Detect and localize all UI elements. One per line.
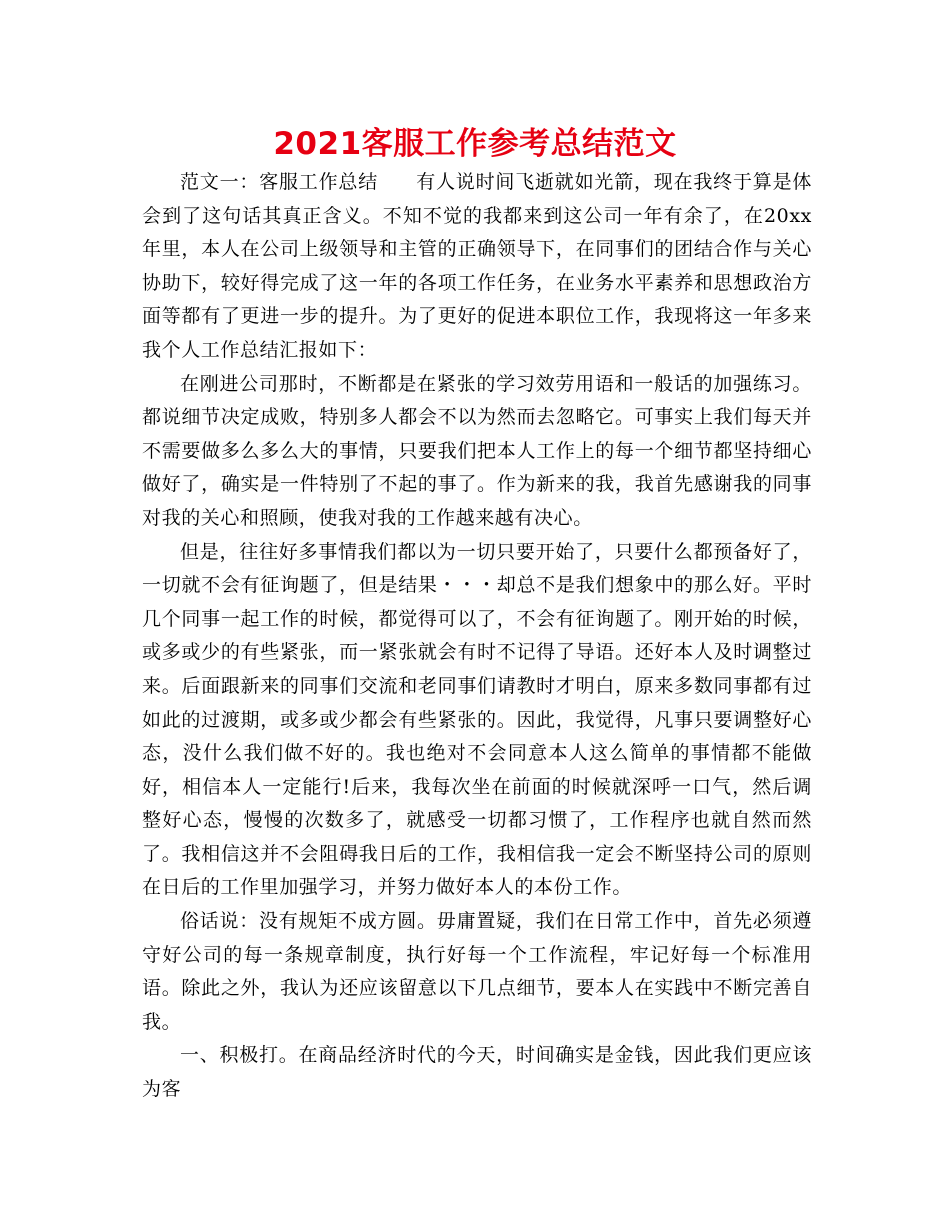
paragraph-1-text: 有人说时间飞逝就如光箭，现在我终于算是体会到了这句话其真正含义。不知不觉的我都来到这公司一年有余了，在20xx年里，本人在公司上级领导和主管的正确领导下，在同事们的团结合作与关心协助下，较好得完成了这一年的各项工作任务，在业务水平素养和思想政治方面等都有了更进一步的提升。为了更好的促进本职位工作，我现将这一年多来我个人工作总结汇报如下：: [142, 171, 812, 361]
paragraph-4: 俗话说：没有规矩不成方圆。毋庸置疑，我们在日常工作中，首先必须遵守好公司的每一条规章制度，执行好每一个工作流程，牢记好每一个标准用语。除此之外，我认为还应该留意以下几点细节，要本人在实践中不断完善自我。: [142, 910, 812, 1033]
paragraph-1: [142, 166, 812, 368]
paragraph-3: 但是，往往好多事情我们都以为一切只要开始了，只要什么都预备好了，一切就不会有征询题了，但是结果・・・却总不是我们想象中的那么好。平时几个同事一起工作的时候，都觉得可以了，不会有征询题了。刚开始的时候，或多或少的有些紧张，而一紧张就会有时不记得了导语。还好本人及时调整过来。后面跟新来的同事们交流和老同事们请教时才明白，原来多数同事都有过如此的过渡期，或多或少都会有些紧张的。因此，我觉得，凡事只要调整好心态，没什么我们做不好的。我也绝对不会同意本人这么简单的事情都不能做好，相信本人一定能行!后来，我每次坐在前面的时候就深呼一口气，然后调整好心态，慢慢的次数多了，就感受一切都习惯了，工作程序也就自然而然了。我相信这并不会阻碍我日后的工作，我相信我一定会不断坚持公司的原则在日后的工作里加强学习，并努力做好本人的本份工作。: [142, 540, 812, 899]
paragraph-2: 在刚进公司那时，不断都是在紧张的学习效劳用语和一般话的加强练习。都说细节决定成败，特别多人都会不以为然而去忽略它。可事实上我们每天并不需要做多么多么大的事情，只要我们把本人工作上的每一个细节都坚持细心做好了，确实是一件特别了不起的事了。作为新来的我，我首先感谢我的同事对我的关心和照顾，使我对我的工作越来越有决心。: [142, 372, 812, 529]
paragraph-1-heading: 范文一：客服工作总结: [180, 171, 378, 193]
document-title: 2021客服工作参考总结范文: [273, 126, 677, 162]
paragraph-5: 一、积极打。在商品经济时代的今天，时间确实是金钱，因此我们更应该为客: [142, 1044, 812, 1101]
document-body: [142, 166, 812, 1107]
